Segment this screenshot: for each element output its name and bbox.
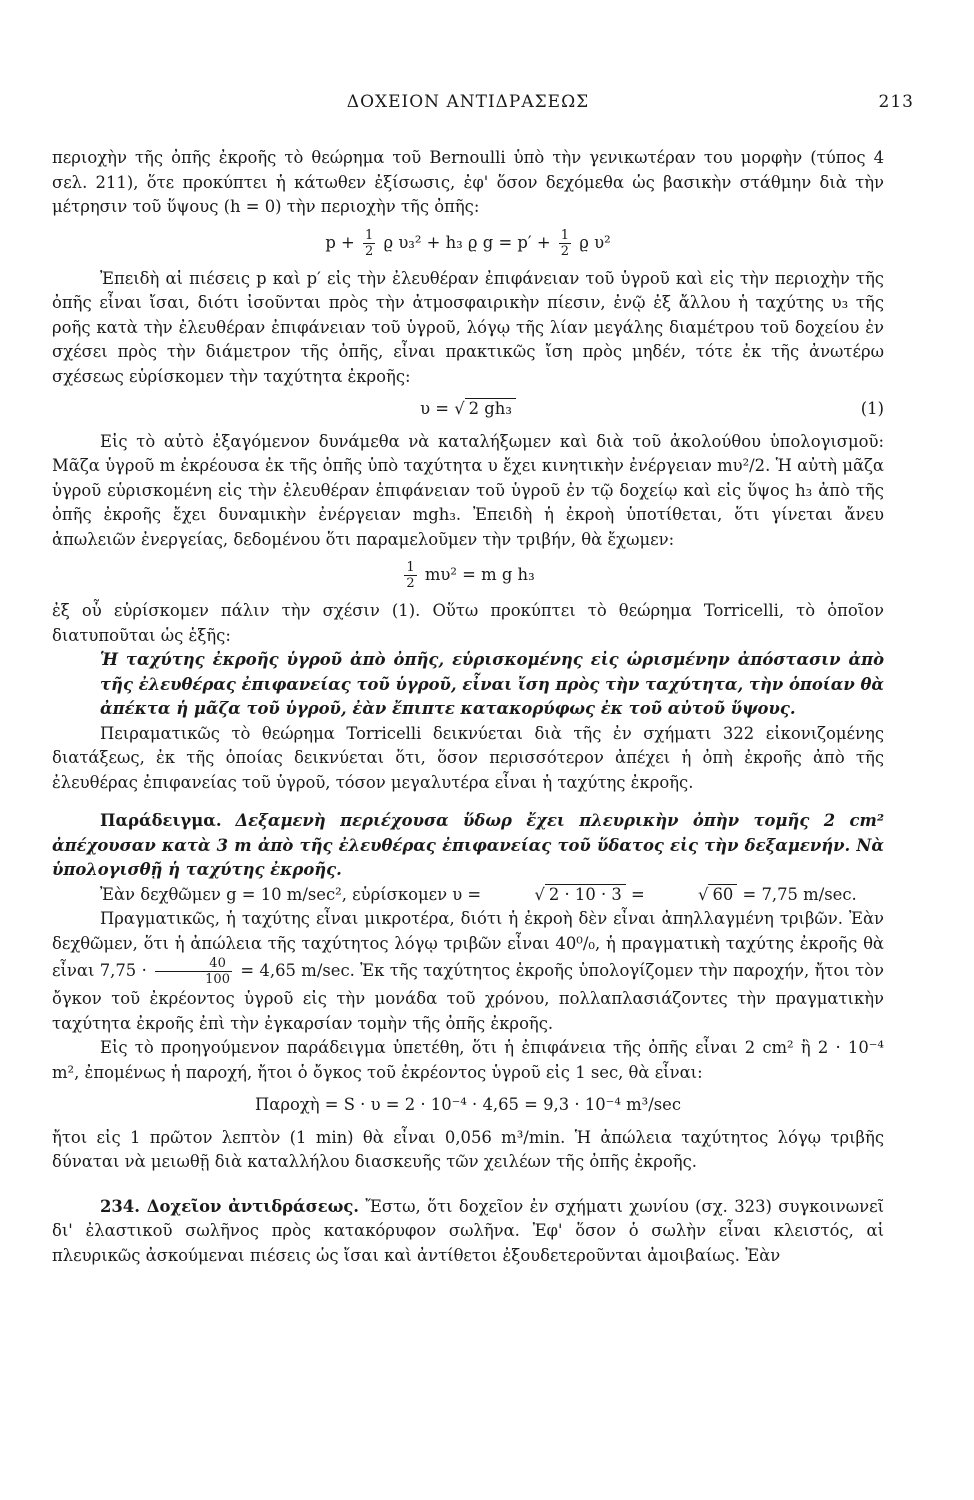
spacer	[52, 1175, 884, 1181]
eq1-frac-num: 1	[364, 227, 374, 243]
eq3-frac-den: 2	[406, 576, 415, 591]
running-title: ΔΟΧΕΙΟΝ ΑΝΤΙΔΡΑΣΕΩΣ	[346, 92, 590, 112]
calc-a: Ἐὰν δεχθῶμεν g = 10 m/sec², εὑρίσκομεν υ =	[100, 884, 482, 904]
paragraph-experiment: Πειραματικῶς τὸ θεώρημα Torricelli δεικνύεται διὰ τῆς ἐν σχήματι 322 εἰκονιζομένης διατάξεως, ἐκ τῆς ὁποίας δεικνύεται ὅτι, ὅσον περισσότερον ἀπέχει ἡ ὀπὴ ἐκροῆς ἀπὸ τῆς ἐλευθέρας ἐπιφανείας τοῦ ὑγροῦ, τόσον μεγαλυτέρα εἶναι ἡ ταχύτης ἐκροῆς.	[52, 723, 884, 792]
square-root-1: √ 2 · 10 · 3	[486, 883, 625, 908]
square-root: √ 2 gh₃	[454, 397, 516, 422]
eq1-mid: ϱ υ₃² + h₃ ϱ g = p′ +	[383, 232, 551, 252]
calc-radicand-2: 60	[708, 884, 737, 904]
page	[52, 0, 914, 1500]
calc-c: = 7,75 m/sec.	[742, 884, 857, 904]
square-root-2: √ 60	[650, 883, 737, 908]
example-text: Δεξαμενὴ περιέχουσα ὕδωρ ἔχει πλευρικὴν ὀπὴν τομῆς 2 cm² ἀπέχουσαν κατὰ 3 m ἀπὸ τῆς ἐλευθέρας ἐπιφανείας τοῦ ὕδατος εἰς τὴν δεξαμενήν. Νὰ ὑπολογισθῇ ἡ ταχύτης ἐκροῆς.	[52, 811, 884, 879]
equation-discharge: Παροχὴ = S · υ = 2 · 10⁻⁴ · 4,65 = 9,3 · 10⁻⁴ m³/sec	[254, 1095, 682, 1114]
example-block	[52, 809, 884, 883]
torricelli-law-statement: Ἡ ταχύτης ἐκροῆς ὑγροῦ ἀπὸ ὀπῆς, εὑρισκομένης εἰς ὡρισμένην ἀπόστασιν ἀπὸ τῆς ἐλευθέρας ἐπιφανείας τοῦ ὑγροῦ, εἶναι ἴση πρὸς τὴν ταχύτητα, τὴν ὁποίαν θὰ ἀπέκτα ἡ μᾶζα τοῦ ὑγροῦ, ἐὰν ἔπιπτε κατακορύφως ἐκ τοῦ αὐτοῦ ὕψους.	[100, 650, 884, 718]
eq1-frac-den: 2	[364, 243, 374, 259]
equation-number: (1)	[860, 399, 884, 418]
page-body	[52, 146, 884, 1268]
paragraph-theorem-intro: ἐξ οὗ εὑρίσκομεν πάλιν τὴν σχέσιν (1). Οὕτω προκύπτει τὸ θεώρημα Torricelli, τὸ ὁποῖον διατυποῦται ὡς ἑξῆς:	[52, 601, 884, 645]
eq1-frac2-den: 2	[560, 243, 570, 259]
eq1-fraction	[363, 228, 375, 259]
calc-b: =	[631, 884, 645, 904]
page-header	[52, 92, 914, 118]
page-number: 213	[878, 92, 914, 112]
paragraph-per-minute: ἤτοι εἰς 1 πρῶτον λεπτὸν (1 min) θὰ εἶναι 0,056 m³/min. Ἡ ἀπώλεια ταχύτητος λόγῳ τριβῆς δύναται νὰ μειωθῇ διὰ καταλλήλου διασκευῆς τῶν χειλέων τῆς ὀπῆς ἐκροῆς.	[52, 1127, 884, 1171]
example-label: Παράδειγμα.	[100, 811, 222, 830]
section-234	[52, 1195, 884, 1269]
equation-torricelli	[52, 397, 884, 422]
eq3-frac-num: 1	[406, 560, 415, 575]
eq2-left: υ =	[420, 399, 449, 418]
section-text: Ἔστω, ὅτι δοχεῖον ἐν σχήματι χωνίου (σχ. 323) συγκοινωνεῖ δι' ἐλαστικοῦ σωλῆνος πρὸς κατακόρυφον σωλῆνα. Ἐφ' ὅσον ὁ σωλὴν εἶναι κλειστός, αἱ πλευρικῶς ἀσκούμεναι πιέσεις ὡς ἴσαι καὶ ἀντίθετοι ἐξουδετεροῦνται ἀμοιβαίως. Ἐὰν	[52, 1196, 884, 1265]
friction-fraction	[155, 956, 232, 987]
eq3-rest: mυ² = m g h₃	[424, 565, 535, 584]
paragraph-friction	[52, 907, 884, 1036]
equation-energy	[52, 560, 884, 591]
friction-frac-num: 40	[155, 956, 232, 972]
equation-bernoulli	[52, 228, 884, 259]
eq3-fraction	[404, 560, 416, 591]
paragraph-discharge: Εἰς τὸ προηγούμενον παράδειγμα ὑπετέθη, ὅτι ἡ ἐπιφάνεια τῆς ὀπῆς εἶναι 2 cm² ἢ 2 · 10⁻⁴ m², ἐπομένως ἡ παροχή, ἤτοι ὁ ὄγκος τοῦ ἐκρέοντος ὑγροῦ εἰς 1 sec, θὰ εἶναι:	[52, 1038, 884, 1082]
friction-frac-den: 100	[205, 972, 230, 987]
eq2-radicand: 2 gh₃	[465, 398, 516, 418]
paragraph-calculation	[52, 883, 884, 908]
eq1-frac2-num: 1	[560, 227, 570, 243]
friction-text: Πραγματικῶς, ἡ ταχύτης εἶναι μικροτέρα, διότι ἡ ἐκροὴ δὲν εἶναι ἀπηλλαγμένη τριβῶν. Ἐὰν δεχθῶμεν, ὅτι ἡ ἀπώλεια τῆς ταχύτητος λόγῳ τριβῶν εἶναι 40⁰/₀, ἡ πραγματικὴ ταχύτης ἐκροῆς θὰ εἶναι 7,75 ·	[52, 909, 884, 980]
section-heading: 234. Δοχεῖον ἀντιδράσεως.	[100, 1196, 360, 1216]
friction-end: = 4,65 m/sec. Ἐκ τῆς ταχύτητος ἐκροῆς ὑπολογίζομεν τὴν παροχήν, ἤτοι τὸν ὄγκον τοῦ ἐκρέοντος ὑγροῦ εἰς τὴν μονάδα τοῦ χρόνου, πολλαπλασιάζοντες τὴν πραγματικὴν ταχύτητα ἐκροῆς ἐπὶ τὴν ἐγκαρσίαν τομὴν τῆς ὀπῆς ἐκροῆς.	[52, 961, 885, 1033]
paragraph-energy: Εἰς τὸ αὐτὸ ἐξαγόμενον δυνάμεθα νὰ καταλήξωμεν καὶ διὰ τοῦ ἀκολούθου ὑπολογισμοῦ: Μᾶζα ὑγροῦ m ἐκρέουσα ἐκ τῆς ὀπῆς ὑπὸ ταχύτητα υ ἔχει κινητικὴν ἐνέργειαν mυ²/2. Ἡ αὐτὴ μᾶζα ὑγροῦ εὑρισκομένη εἰς τὴν ἐλευθέραν ἐπιφάνειαν τοῦ ὑγροῦ ἐν τῷ δοχείῳ καὶ εἰς ὕψος h₃ ἀπὸ τῆς ὀπῆς ἐκροῆς ἔχει δυναμικὴν ἐνέργειαν mgh₃. Ἐπειδὴ ἡ ἐκροὴ ὑποτίθεται, ὅτι γίνεται ἄνευ ἀπωλειῶν ἐνεργείας, δεδομένου ὅτι παραμελοῦμεν τὴν τριβήν, θὰ ἔχωμεν:	[52, 431, 884, 549]
eq1-right: ϱ υ²	[579, 232, 611, 252]
calc-radicand-1: 2 · 10 · 3	[545, 884, 626, 904]
paragraph-bernoulli: περιοχὴν τῆς ὀπῆς ἐκροῆς τὸ θεώρημα τοῦ Bernoulli ὑπὸ τὴν γενικωτέραν του μορφὴν (τύπος 4 σελ. 211), ὅτε προκύπτει ἡ κάτωθεν ἐξίσωσις, ἐφ' ὅσον δεχόμεθα ὡς βασικὴν στάθμην διὰ τὴν μέτρησιν τοῦ ὕψους (h = 0) τὴν περιοχὴν τῆς ὀπῆς:	[52, 148, 884, 216]
eq1-left: p +	[325, 232, 355, 252]
paragraph-pressures: Ἐπειδὴ αἱ πιέσεις p καὶ p′ εἰς τὴν ἐλευθέραν ἐπιφάνειαν τοῦ ὑγροῦ καὶ εἰς τὴν περιοχὴν τῆς ὀπῆς εἶναι ἴσαι, διότι ἰσοῦνται πρὸς τὴν ἀτμοσφαιρικὴν πίεσιν, ἐνῷ ἐξ ἄλλου ἡ ταχύτης υ₃ τῆς ροῆς κατὰ τὴν ἐλευθέραν ἐπιφάνειαν τοῦ ὑγροῦ, λόγῳ τῆς λίαν μεγάλης διαμέτρου τοῦ δοχείου ἐν σχέσει πρὸς τὴν διάμετρον τῆς ὀπῆς, εἶναι πρακτικῶς ἴση πρὸς μηδέν, τότε ἐκ τῆς ἀνωτέρω σχέσεως εὑρίσκομεν τὴν ταχύτητα ἐκροῆς:	[52, 268, 884, 386]
eq1-fraction-2	[559, 228, 571, 259]
